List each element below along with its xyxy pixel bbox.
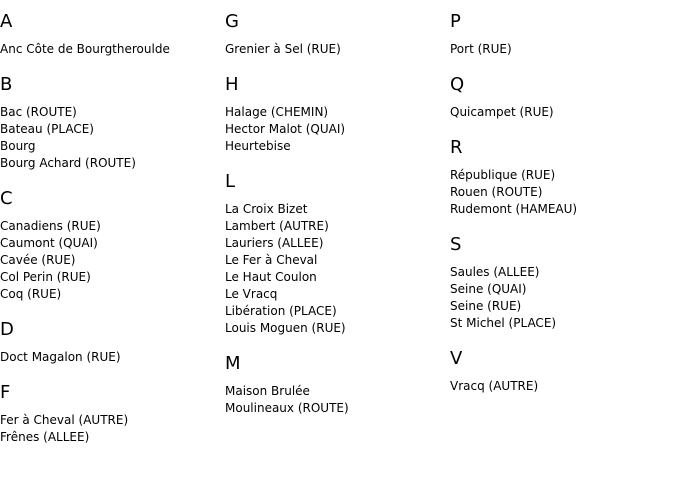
letter-group-f [0,382,225,446]
street-entry: St Michel (PLACE) [450,316,557,330]
street-entry: Le Fer à Cheval [225,253,318,267]
letter-group-p [450,11,675,58]
street-entry: Maison Brulée [225,384,310,398]
street-entry: Quicampet (RUE) [450,105,554,119]
street-entry: Le Vracq [225,287,278,301]
street-entry: République (RUE) [450,168,556,182]
street-entry: Canadiens (RUE) [0,219,101,233]
letter-group-b [0,74,225,172]
letter-heading: Q [450,74,465,95]
street-entry: Saules (ALLEE) [450,265,540,279]
letter-heading: H [225,74,239,95]
street-entry: Heurtebise [225,139,291,153]
street-entry: Fer à Cheval (AUTRE) [0,413,129,427]
letter-group-r [450,137,675,218]
letter-heading: M [225,353,241,374]
street-entry: Louis Moguen (RUE) [225,321,346,335]
street-entry: Libération (PLACE) [225,304,337,318]
street-entry: Seine (QUAI) [450,282,527,296]
street-entry: Hector Malot (QUAI) [225,122,346,136]
letter-heading: G [225,11,239,32]
street-index-column-1 [0,0,225,446]
letter-heading: V [450,348,463,369]
street-entry: Lauriers (ALLEE) [225,236,324,250]
letter-group-m [225,353,450,417]
letter-group-q [450,74,675,121]
letter-heading: C [0,188,13,209]
letter-group-h [225,74,450,155]
letter-heading: A [0,11,13,32]
letter-heading: L [225,171,236,192]
street-entry: Doct Magalon (RUE) [0,350,121,364]
street-entry: Rouen (ROUTE) [450,185,543,199]
street-entry: Anc Côte de Bourgtheroulde [0,42,170,56]
street-entry: Frênes (ALLEE) [0,430,90,444]
street-entry: Rudemont (HAMEAU) [450,202,578,216]
street-entry: Halage (CHEMIN) [225,105,329,119]
street-entry: Lambert (AUTRE) [225,219,329,233]
street-entry: Seine (RUE) [450,299,522,313]
letter-group-l [225,171,450,337]
street-index-column-3 [450,0,675,395]
letter-heading: B [0,74,13,95]
letter-group-v [450,348,675,395]
letter-group-d [0,319,225,366]
letter-group-c [0,188,225,303]
street-index-column-2 [225,0,450,417]
street-entry: Le Haut Coulon [225,270,317,284]
street-entry: Col Perin (RUE) [0,270,91,284]
street-entry: Vracq (AUTRE) [450,379,539,393]
street-entry: Grenier à Sel (RUE) [225,42,341,56]
street-entry: Bourg [0,139,36,153]
letter-group-g [225,11,450,58]
letter-heading: S [450,234,462,255]
letter-heading: R [450,137,463,158]
street-entry: Moulineaux (ROUTE) [225,401,349,415]
street-entry: Bac (ROUTE) [0,105,77,119]
letter-heading: F [0,382,11,403]
street-entry: Port (RUE) [450,42,512,56]
letter-group-s [450,234,675,332]
letter-group-a [0,11,225,58]
letter-heading: P [450,11,461,32]
street-entry: Coq (RUE) [0,287,62,301]
street-entry: La Croix Bizet [225,202,308,216]
street-entry: Bateau (PLACE) [0,122,94,136]
street-entry: Cavée (RUE) [0,253,76,267]
street-entry: Bourg Achard (ROUTE) [0,156,136,170]
letter-heading: D [0,319,14,340]
street-entry: Caumont (QUAI) [0,236,98,250]
